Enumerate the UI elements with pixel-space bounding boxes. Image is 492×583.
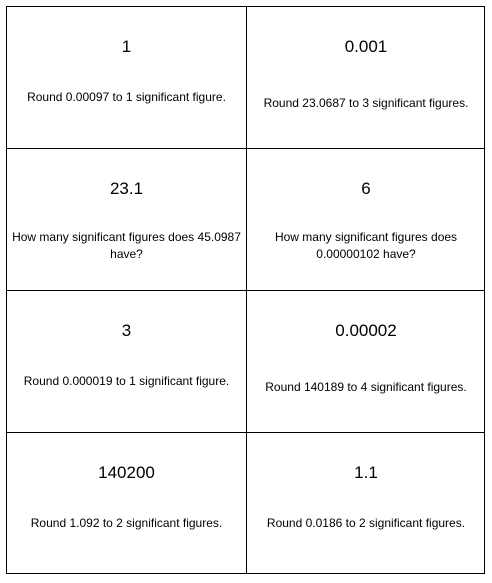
card-question: Round 1.092 to 2 significant figures. (30, 516, 223, 530)
card-question: How many significant figures does 45.0987 have? (12, 230, 241, 261)
card-answer: 0.00002 (335, 321, 397, 340)
card-question: Round 0.0186 to 2 significant figures. (266, 516, 466, 530)
card-answer: 3 (121, 321, 132, 340)
card-answer: 0.001 (344, 37, 388, 56)
card-1 (7, 7, 247, 149)
card-answer: 6 (361, 179, 371, 198)
card-answer: 1 (121, 37, 132, 56)
card-answer: 140200 (98, 463, 155, 482)
card-7 (7, 433, 247, 573)
card-answer: 1.1 (354, 463, 378, 482)
card-question: Round 0.00097 to 1 significant figure. (27, 90, 226, 104)
card-answer: 23.1 (109, 179, 144, 198)
card-2 (247, 7, 485, 149)
card-8 (247, 433, 485, 573)
card-6 (247, 291, 485, 433)
card-question: Round 23.0687 to 3 significant figures. (263, 96, 469, 110)
card-question: Round 0.000019 to 1 significant figure. (23, 374, 230, 388)
card-5 (7, 291, 247, 433)
card-question: How many significant figures does 0.00000102 have? (274, 230, 458, 261)
card-4 (247, 149, 485, 291)
card-3 (7, 149, 247, 291)
card-grid (6, 6, 485, 574)
card-question: Round 140189 to 4 significant figures. (265, 380, 467, 394)
